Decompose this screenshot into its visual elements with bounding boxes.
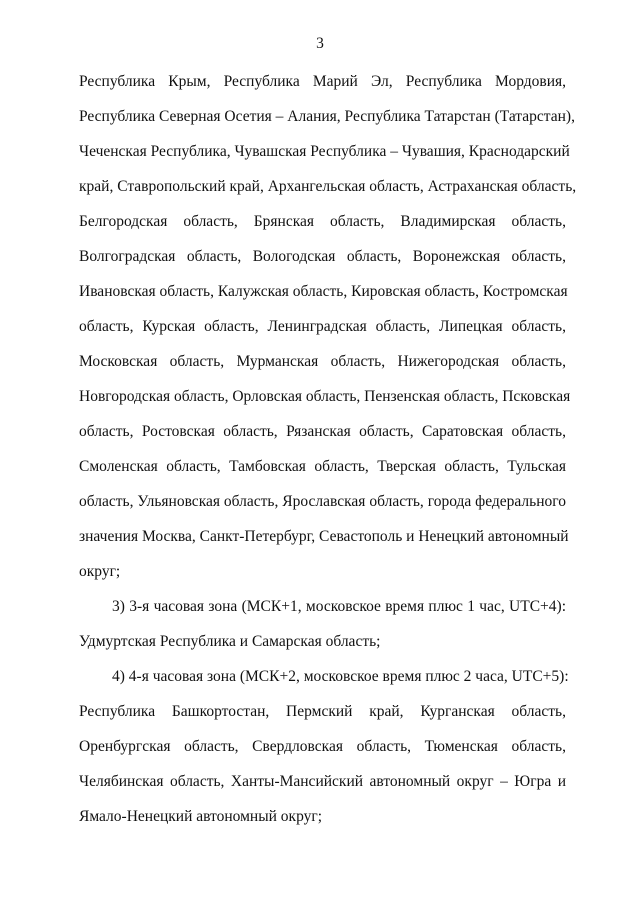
text-line: Московская область, Мурманская область, Нижегородская область,	[79, 353, 566, 370]
text-line: Новгородская область, Орловская область, Пензенская область, Псковская	[79, 388, 571, 405]
text-line: Челябинская область, Ханты-Мансийский автономный округ – Югра и	[79, 773, 566, 790]
text-line: Республика Башкортостан, Пермский край, Курганская область,	[79, 703, 566, 720]
text-line: область, Ульяновская область, Ярославская область, города федерального	[79, 493, 566, 510]
text-line: Республика Крым, Республика Марий Эл, Республика Мордовия,	[79, 73, 566, 90]
text-line: Оренбургская область, Свердловская область, Тюменская область,	[79, 738, 566, 755]
text-line: область, Ростовская область, Рязанская область, Саратовская область,	[79, 423, 566, 440]
text-line: Удмуртская Республика и Самарская область;	[79, 633, 381, 650]
text-line: 4) 4-я часовая зона (МСК+2, московское время плюс 2 часа, UTC+5):	[112, 668, 569, 685]
page-number: 3	[316, 35, 324, 52]
text-line: Чеченская Республика, Чувашская Республика – Чувашия, Краснодарский	[79, 143, 570, 160]
text-line: значения Москва, Санкт-Петербург, Севастополь и Ненецкий автономный	[79, 528, 569, 545]
text-line: Белгородская область, Брянская область, Владимирская область,	[79, 213, 566, 230]
text-line: Смоленская область, Тамбовская область, Тверская область, Тульская	[79, 458, 566, 475]
text-line: округ;	[79, 563, 121, 580]
text-line: 3) 3-я часовая зона (МСК+1, московское время плюс 1 час, UTC+4):	[112, 598, 566, 615]
text-line: Республика Северная Осетия – Алания, Республика Татарстан (Татарстан),	[79, 108, 575, 125]
text-line: Ямало-Ненецкий автономный округ;	[79, 808, 323, 825]
text-line: область, Курская область, Ленинградская область, Липецкая область,	[79, 318, 566, 335]
text-line: Волгоградская область, Вологодская область, Воронежская область,	[79, 248, 566, 265]
text-line: край, Ставропольский край, Архангельская область, Астраханская область,	[79, 178, 577, 195]
text-line: Ивановская область, Калужская область, Кировская область, Костромская	[79, 283, 568, 300]
